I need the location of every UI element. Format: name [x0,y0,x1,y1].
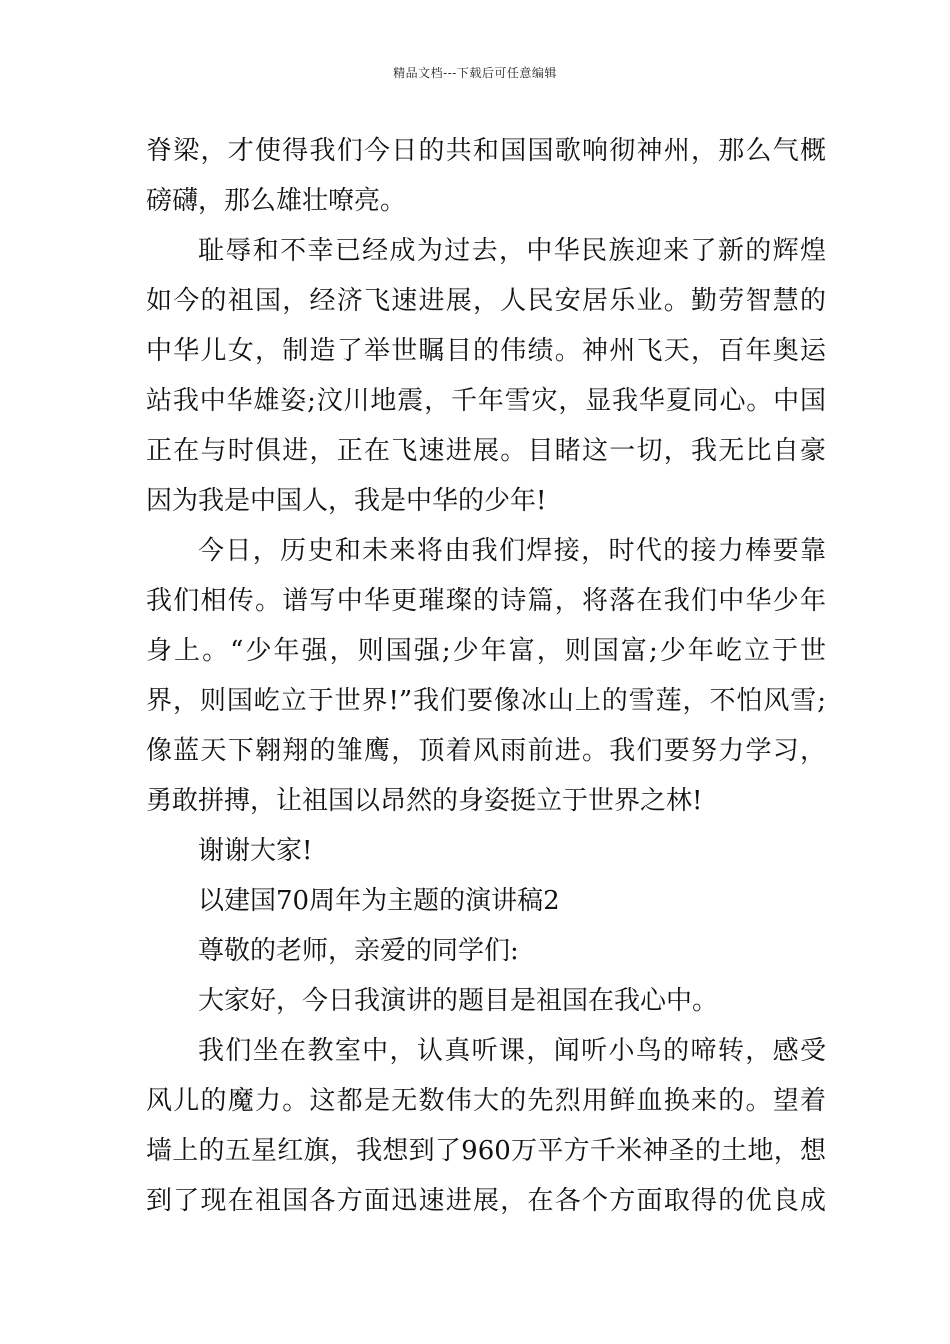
text-line: 脊梁，才使得我们今日的共和国国歌响彻神州，那么气概 [146,136,826,166]
text-line: 像蓝天下翱翔的雏鹰，顶着风雨前进。我们要努力学习， [146,736,826,766]
text-line: 如今的祖国，经济飞速进展，人民安居乐业。勤劳智慧的 [146,286,826,316]
text-line: 到了现在祖国各方面迅速进展，在各个方面取得的优良成 [146,1186,826,1216]
page-header: 精品文档---下载后可任意编辑 [393,66,557,80]
document-body [146,126,826,1226]
text-line: 我们相传。谱写中华更璀璨的诗篇，将落在我们中华少年 [146,586,826,616]
paragraph-start-line: 我们坐在教室中，认真听课，闻听小鸟的啼转，感受 [198,1036,826,1066]
text-line: 磅礴，那么雄壮嘹亮。 [146,186,407,216]
text-line: 站我中华雄姿;汶川地震，千年雪灾，显我华夏同心。中国 [146,386,826,416]
thanks-line: 谢谢大家! [198,836,313,866]
text-line: 身上。“少年强，则国强;少年富，则国富;少年屹立于世 [146,636,826,666]
paragraph-start-line: 今日，历史和未来将由我们焊接，时代的接力棒要靠 [198,536,826,566]
text-line: 风儿的魔力。这都是无数伟大的先烈用鲜血换来的。望着 [146,1086,826,1116]
text-line: 中华儿女，制造了举世瞩目的伟绩。神州飞天，百年奥运 [146,336,826,366]
greeting-line: 大家好，今日我演讲的题目是祖国在我心中。 [198,986,719,1016]
text-line: 勇敢拼搏，让祖国以昂然的身姿挺立于世界之林! [146,786,703,816]
text-line: 墙上的五星红旗，我想到了960万平方千米神圣的土地，想 [146,1136,826,1166]
section-title: 以建国70周年为主题的演讲稿2 [198,886,560,916]
paragraph-start-line: 耻辱和不幸已经成为过去，中华民族迎来了新的辉煌 [198,236,826,266]
salutation-line: 尊敬的老师，亲爱的同学们: [198,936,519,966]
text-line: 正在与时俱进，正在飞速进展。目睹这一切，我无比自豪 [146,436,826,466]
text-line: 界，则国屹立于世界!”我们要像冰山上的雪莲，不怕风雪; [146,686,826,716]
text-line: 因为我是中国人，我是中华的少年! [146,486,547,516]
